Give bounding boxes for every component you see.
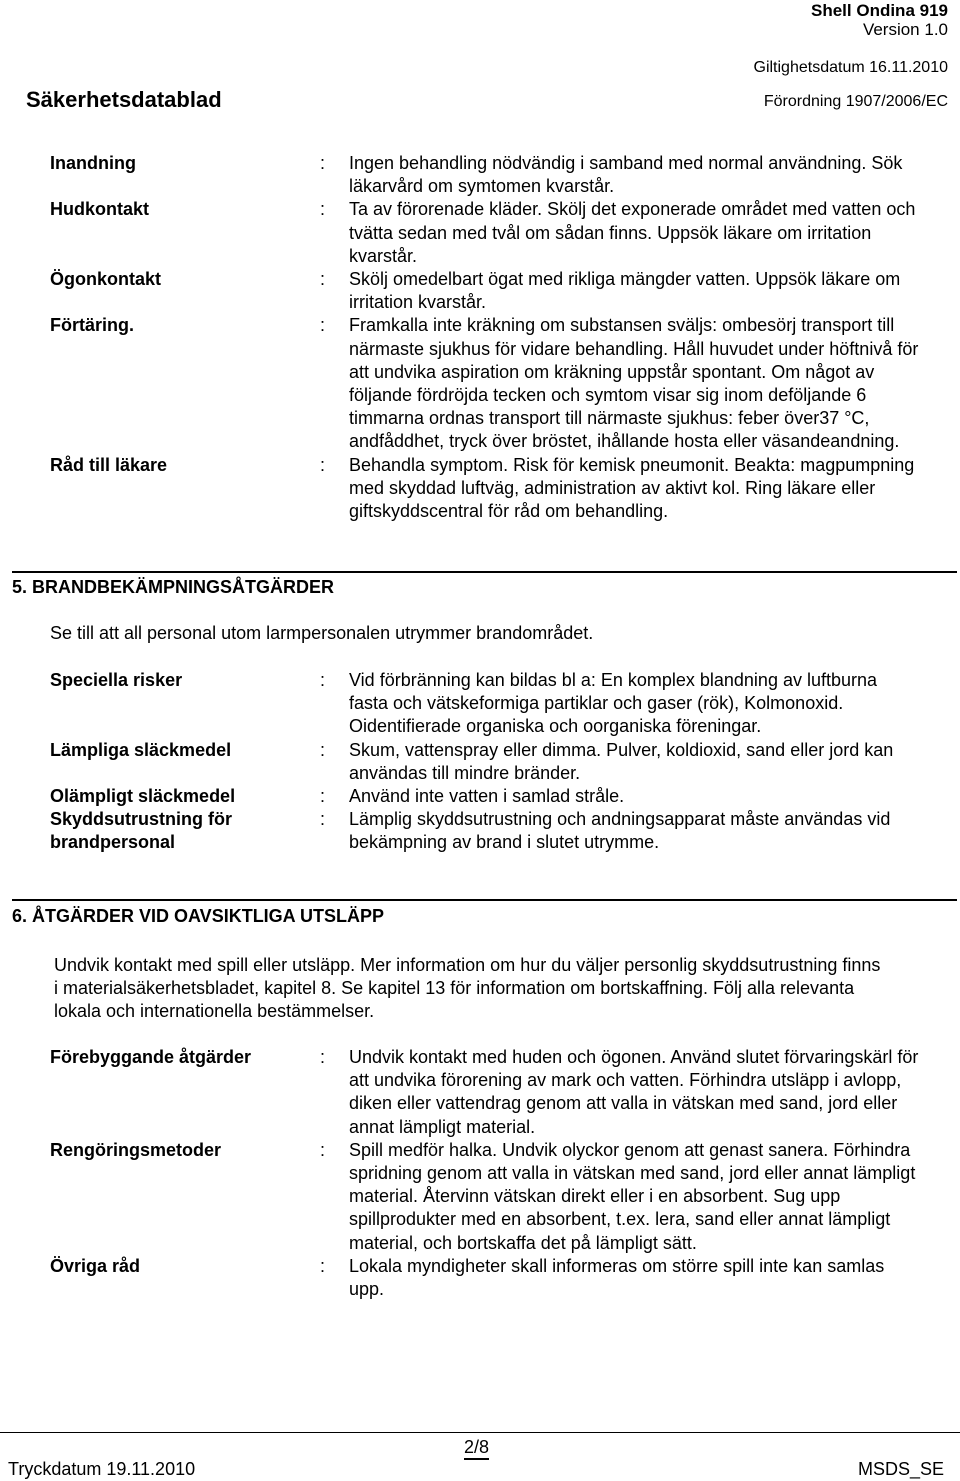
release-row <box>50 1046 930 1139</box>
fire-row <box>50 739 930 785</box>
row-colon: : <box>320 786 326 807</box>
row-label: Förtäring. <box>50 315 134 336</box>
row-colon: : <box>320 670 326 690</box>
row-value: Spill medför halka. Undvik olyckor genom att genast sanera. Förhindra spridning genom att valla in vätskan med sand, jord eller annat lämpligt material. Återvinn vätskan direkt eller i en absorbent. Sug upp spillprodukter med en absorbent, t.ex. lera, sand eller annat lämpligt material, och bortskaffa det på lämpligt sätt. <box>349 1139 916 1253</box>
fire-row <box>50 669 930 739</box>
row-value: Lokala myndigheter skall informeras om större spill inte kan samlas upp. <box>349 1255 885 1300</box>
first-aid-row <box>50 152 930 198</box>
row-colon: : <box>320 269 326 290</box>
row-label: Hudkontakt <box>50 199 149 220</box>
row-value: Använd inte vatten i samlad stråle. <box>349 786 625 807</box>
first-aid-row <box>50 268 930 314</box>
row-label: Förebyggande åtgärder <box>50 1047 252 1067</box>
row-colon: : <box>320 454 326 475</box>
product-name: Shell Ondina 919 <box>811 1 948 20</box>
fire-row <box>50 785 930 808</box>
row-value: Ta av förorenade kläder. Skölj det exponerade området med vatten och tvätta sedan med tvål om sådan finns. Uppsök läkare om irritation kvarstår. <box>349 199 916 266</box>
document-code: MSDS_SE <box>857 1459 944 1479</box>
row-colon: : <box>320 199 326 220</box>
regulation-label: Förordning 1907/2006/EC <box>763 93 948 110</box>
release-row <box>50 1255 930 1301</box>
row-value: Skölj omedelbart ögat med rikliga mängder vatten. Uppsök läkare om irritation kvarstår. <box>349 269 901 313</box>
row-label: Inandning <box>50 153 136 173</box>
row-colon: : <box>320 739 326 760</box>
row-value: Ingen behandling nödvändig i samband med normal användning. Sök läkarvård om symtomen kvarstår. <box>349 153 903 197</box>
row-value: Vid förbränning kan bildas bl a: En komplex blandning av luftburna fasta och vätskeformiga partiklar och gaser (rök), Kolmonoxid. Oidentifierade organiska och oorganiska föreningar. <box>349 670 878 737</box>
row-colon: : <box>320 153 326 173</box>
first-aid-row <box>50 198 930 268</box>
accidental-release-list <box>50 1046 930 1301</box>
row-colon: : <box>320 315 326 336</box>
validity-date: Giltighetsdatum 16.11.2010 <box>753 59 948 76</box>
page-number: 2/8 <box>464 1436 489 1460</box>
fire-fighting-list <box>50 669 930 855</box>
section-6-intro: Undvik kontakt med spill eller utsläpp. Mer information om hur du väljer personlig skyddsutrustning finns i materialsäkerhetsbladet, kapitel 8. Se kapitel 13 för information om bortskaffning. Följ alla relevanta lokala och internationella bestämmelser. <box>54 955 881 1021</box>
row-label: Lämpliga släckmedel <box>50 739 232 760</box>
section-divider <box>12 899 957 901</box>
first-aid-row <box>50 454 930 524</box>
row-label: Skyddsutrustning för brandpersonal <box>50 809 233 853</box>
section-divider <box>12 571 957 573</box>
row-colon: : <box>320 1255 326 1276</box>
print-date: Tryckdatum 19.11.2010 <box>8 1459 196 1479</box>
document-title: Säkerhetsdatablad <box>26 87 222 112</box>
row-value: Undvik kontakt med huden och ögonen. Använd slutet förvaringskärl för att undvika förorening av mark och vatten. Förhindra utsläpp i avlopp, diken eller vattendrag genom att valla in vätskan med sand, jord eller annat lämpligt material. <box>349 1047 919 1137</box>
first-aid-row <box>50 314 930 453</box>
row-value: Skum, vattenspray eller dimma. Pulver, koldioxid, sand eller jord kan användas till mindre bränder. <box>349 739 894 783</box>
row-label: Olämpligt släckmedel <box>50 786 236 807</box>
section-6-heading: 6. ÅTGÄRDER VID OAVSIKTLIGA UTSLÄPP <box>12 906 385 926</box>
row-label: Ögonkontakt <box>50 269 161 290</box>
row-colon: : <box>320 1047 326 1067</box>
row-value: Framkalla inte kräkning om substansen sväljs: ombesörj transport till närmaste sjukhus för vidare behandling. Håll huvudet under höftnivå för att undvika aspiration om kräkning uppstår spontant. Om något av följande fördröjda tecken och symtom visar sig inom deföljande 6 timmarna ordnas transport till närmaste sjukhus: feber över37 °C, andfåddhet, tryck över bröstet, ihållande hosta eller väsandeandning. <box>349 315 919 452</box>
release-row <box>50 1139 930 1255</box>
first-aid-list <box>50 152 930 523</box>
version-label: Version 1.0 <box>862 20 948 39</box>
footer-divider <box>0 1432 960 1433</box>
row-label: Speciella risker <box>50 670 183 690</box>
row-value: Lämplig skyddsutrustning och andningsapparat måste användas vid bekämpning av brand i slutet utrymme. <box>349 809 891 853</box>
document-header <box>754 0 949 112</box>
row-label: Råd till läkare <box>50 454 168 475</box>
section-5-intro: Se till att all personal utom larmpersonalen utrymmer brandområdet. <box>50 623 594 643</box>
row-colon: : <box>320 809 326 830</box>
fire-row <box>50 808 930 854</box>
row-value: Behandla symptom. Risk för kemisk pneumonit. Beakta: magpumpning med skyddad luftväg, administration av aktivt kol. Ring läkare eller giftskyddscentral för råd om behandling. <box>349 454 915 522</box>
section-5-heading: 5. BRANDBEKÄMPNINGSÅTGÄRDER <box>12 577 335 597</box>
row-label: Övriga råd <box>50 1255 141 1276</box>
row-colon: : <box>320 1139 326 1160</box>
row-label: Rengöringsmetoder <box>50 1139 222 1160</box>
